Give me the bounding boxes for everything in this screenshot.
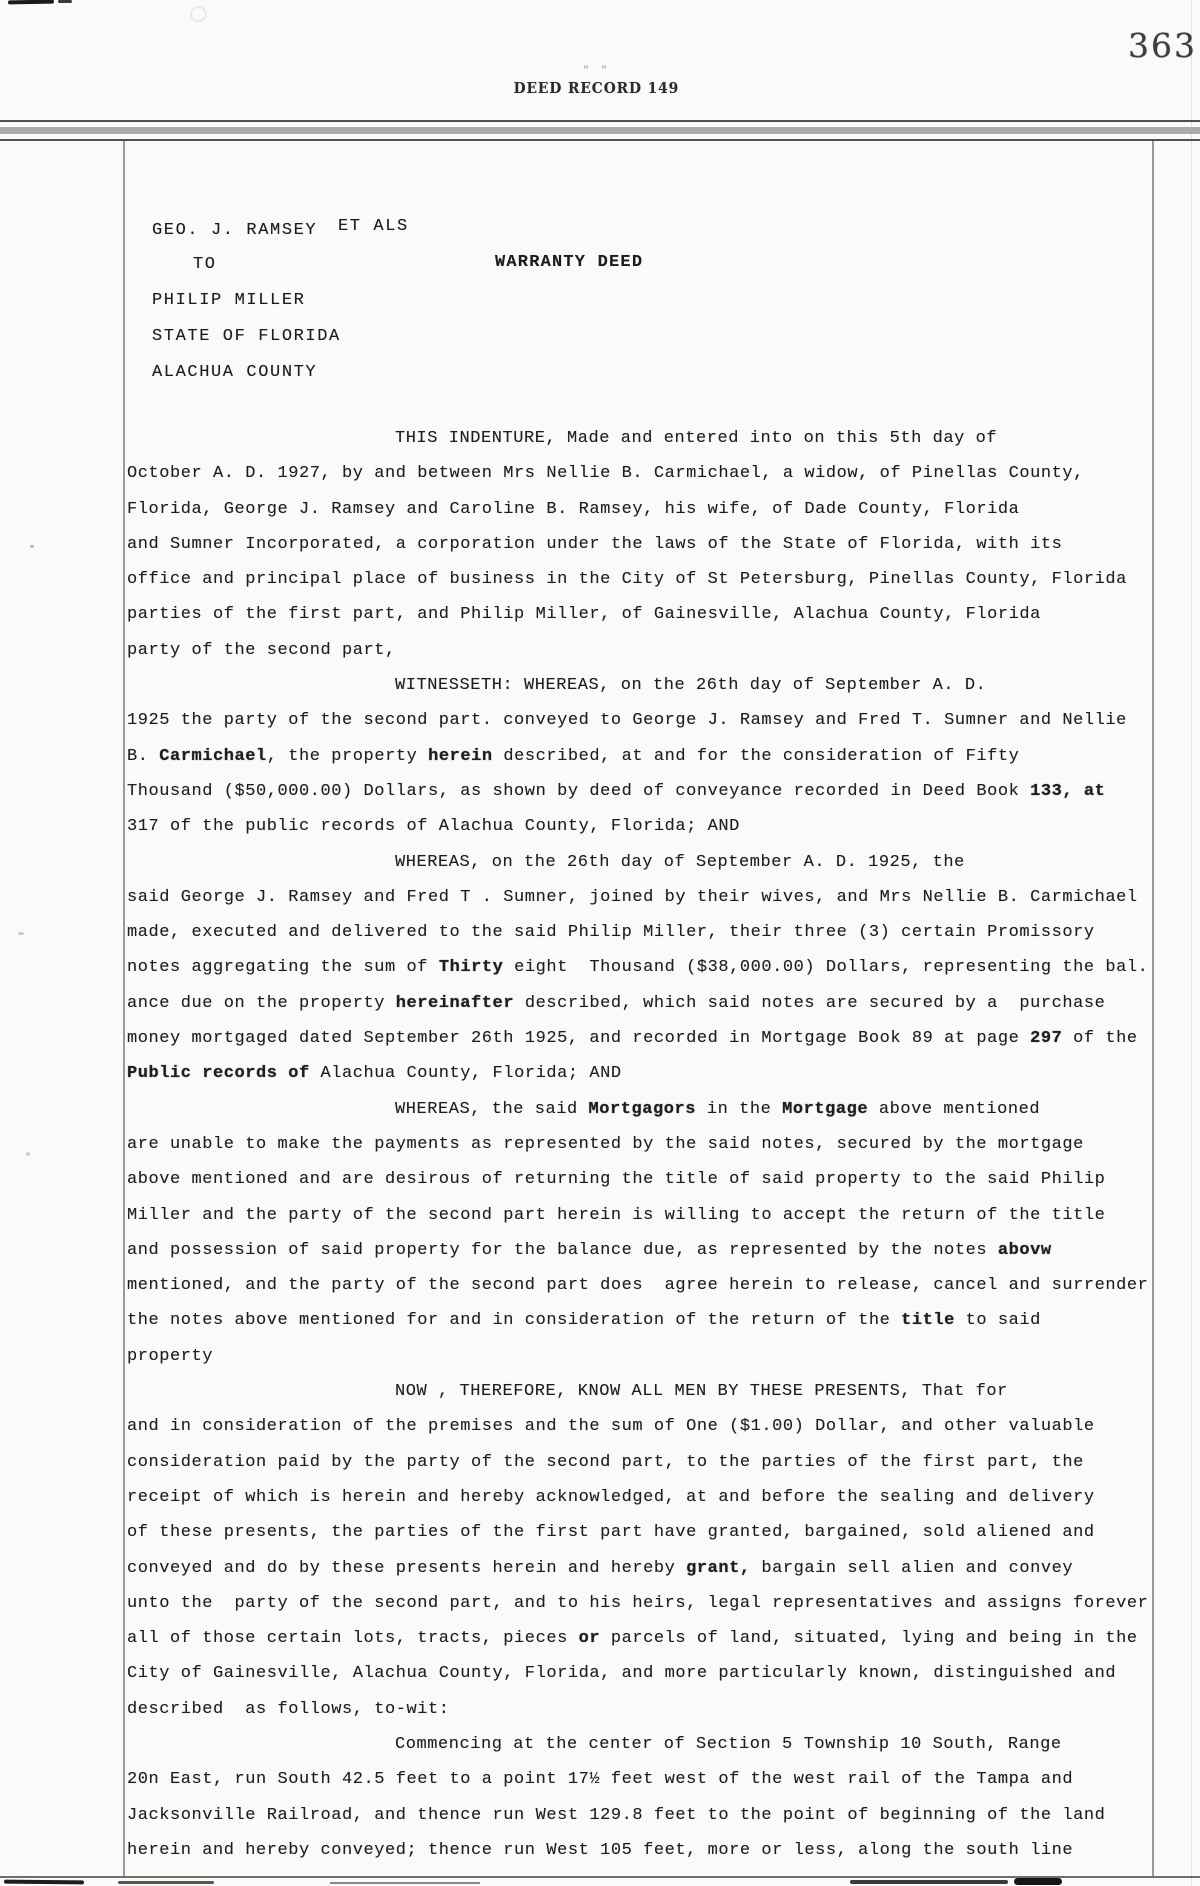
deed-line: 1925 the party of the second part. conveyed to George J. Ramsey and Fred T. Sumner and Nellie	[127, 711, 1127, 731]
scan-artifact-bottom	[1014, 1878, 1062, 1885]
scan-speck	[26, 1152, 30, 1156]
deed-line: Thousand ($50,000.00) Dollars, as shown by deed of conveyance recorded in Deed Book 133, at	[127, 781, 1106, 801]
scan-artifact-bottom	[330, 1882, 480, 1884]
document-type-title: WARRANTY DEED	[495, 253, 644, 272]
deed-line: property	[127, 1346, 214, 1366]
deed-line: receipt of which is herein and hereby acknowledged, at and before the sealing and delivery	[127, 1487, 1095, 1507]
top-rule-band	[0, 127, 1200, 134]
grantee-name: PHILIP MILLER	[152, 291, 306, 310]
deed-line: of these presents, the parties of the first part have granted, bargained, sold aliened and	[127, 1523, 1095, 1543]
deed-line: City of Gainesville, Alachua County, Florida, and more particularly known, distinguished and	[127, 1664, 1117, 1684]
deed-line: described as follows, to-wit:	[127, 1699, 450, 1719]
deed-line: money mortgaged dated September 26th 1925, and recorded in Mortgage Book 89 at page 297 of the	[127, 1029, 1138, 1049]
deed-line: parties of the first part, and Philip Miller, of Gainesville, Alachua County, Florida	[127, 605, 1041, 625]
deed-line: all of those certain lots, tracts, pieces or parcels of land, situated, lying and being in the	[127, 1629, 1138, 1649]
scan-page-edge	[1191, 0, 1192, 1886]
et-als-label: ET ALS	[338, 217, 409, 236]
deed-line: ance due on the property hereinafter described, which said notes are secured by a purchase	[127, 993, 1106, 1013]
state-label: STATE OF FLORIDA	[152, 327, 341, 346]
scan-artifact-bottom	[850, 1880, 1008, 1884]
deed-line: Florida, George J. Ramsey and Caroline B. Ramsey, his wife, of Dade County, Florida	[127, 499, 1020, 519]
scan-speck	[18, 932, 24, 935]
scan-artifact-top-left	[58, 0, 72, 3]
deed-line: and in consideration of the premises and the sum of One ($1.00) Dollar, and other valuable	[127, 1417, 1095, 1437]
grantor-name: GEO. J. RAMSEY	[152, 221, 318, 240]
deed-line: party of the second part,	[127, 640, 396, 660]
deed-line: the notes above mentioned for and in consideration of the return of the title to said	[127, 1311, 1041, 1331]
deed-line: Miller and the party of the second part herein is willing to accept the return of the title	[127, 1205, 1106, 1225]
record-left-border	[123, 141, 125, 1878]
deed-line: 20n East, run South 42.5 feet to a point 17½ feet west of the west rail of the Tampa and	[127, 1770, 1074, 1790]
deed-line: Jacksonville Railroad, and thence run West 129.8 feet to the point of beginning of the land	[127, 1805, 1106, 1825]
scan-ditto-mark: ″ ″	[583, 66, 611, 77]
deed-line: are unable to make the payments as represented by the said notes, secured by the mortgage	[127, 1134, 1084, 1154]
deed-line: 317 of the public records of Alachua County, Florida; AND	[127, 817, 740, 837]
scan-artifact-top-left	[8, 0, 54, 4]
page-number: 363	[1128, 26, 1197, 65]
deed-line: NOW , THEREFORE, KNOW ALL MEN BY THESE PRESENTS, That for	[395, 1382, 1008, 1402]
scan-artifact-ring	[190, 6, 207, 22]
deed-text-body	[127, 428, 1187, 1875]
top-rule-line	[0, 139, 1200, 141]
deed-line: unto the party of the second part, and to his heirs, legal representatives and assigns forever	[127, 1593, 1149, 1613]
scan-speck	[30, 545, 34, 548]
scan-artifact-bottom	[118, 1881, 214, 1884]
deed-line: B. Carmichael, the property herein described, at and for the consideration of Fifty	[127, 746, 1020, 766]
deed-line: above mentioned and are desirous of returning the title of said property to the said Philip	[127, 1170, 1106, 1190]
deed-line: and Sumner Incorporated, a corporation under the laws of the State of Florida, with its	[127, 534, 1063, 554]
deed-line: said George J. Ramsey and Fred T . Sumner, joined by their wives, and Mrs Nellie B. Carmichael	[127, 887, 1138, 907]
deed-line: conveyed and do by these presents herein and hereby grant, bargain sell alien and convey	[127, 1558, 1074, 1578]
deed-line: Commencing at the center of Section 5 Township 10 South, Range	[395, 1734, 1062, 1754]
deed-line: October A. D. 1927, by and between Mrs Nellie B. Carmichael, a widow, of Pinellas County,	[127, 464, 1084, 484]
top-rule-line	[0, 120, 1200, 122]
deed-line: consideration paid by the party of the second part, to the parties of the first part, the	[127, 1452, 1084, 1472]
deed-line: WHEREAS, on the 26th day of September A. D. 1925, the	[395, 852, 965, 872]
deed-line: notes aggregating the sum of Thirty eight Thousand ($38,000.00) Dollars, representing the bal.	[127, 958, 1149, 978]
deed-line: WHEREAS, the said Mortgagors in the Mortgage above mentioned	[395, 1099, 1041, 1119]
deed-line: made, executed and delivered to the said Philip Miller, their three (3) certain Promissory	[127, 923, 1095, 943]
deed-line: and possession of said property for the balance due, as represented by the notes abovw	[127, 1240, 1052, 1260]
deed-line: herein and hereby conveyed; thence run West 105 feet, more or less, along the south line	[127, 1840, 1074, 1860]
book-header: DEED RECORD 149	[513, 79, 680, 97]
deed-line: THIS INDENTURE, Made and entered into on this 5th day of	[395, 429, 998, 448]
county-label: ALACHUA COUNTY	[152, 363, 318, 382]
deed-line: Public records of Alachua County, Florida; AND	[127, 1064, 622, 1084]
deed-line: mentioned, and the party of the second part does agree herein to release, cancel and surrender	[127, 1276, 1149, 1296]
deed-line: WITNESSETH: WHEREAS, on the 26th day of September A. D.	[395, 676, 987, 696]
scan-artifact-bottom	[4, 1880, 84, 1885]
deed-line: office and principal place of business in the City of St Petersburg, Pinellas County, Florida	[127, 570, 1127, 590]
to-label: TO	[193, 255, 217, 274]
